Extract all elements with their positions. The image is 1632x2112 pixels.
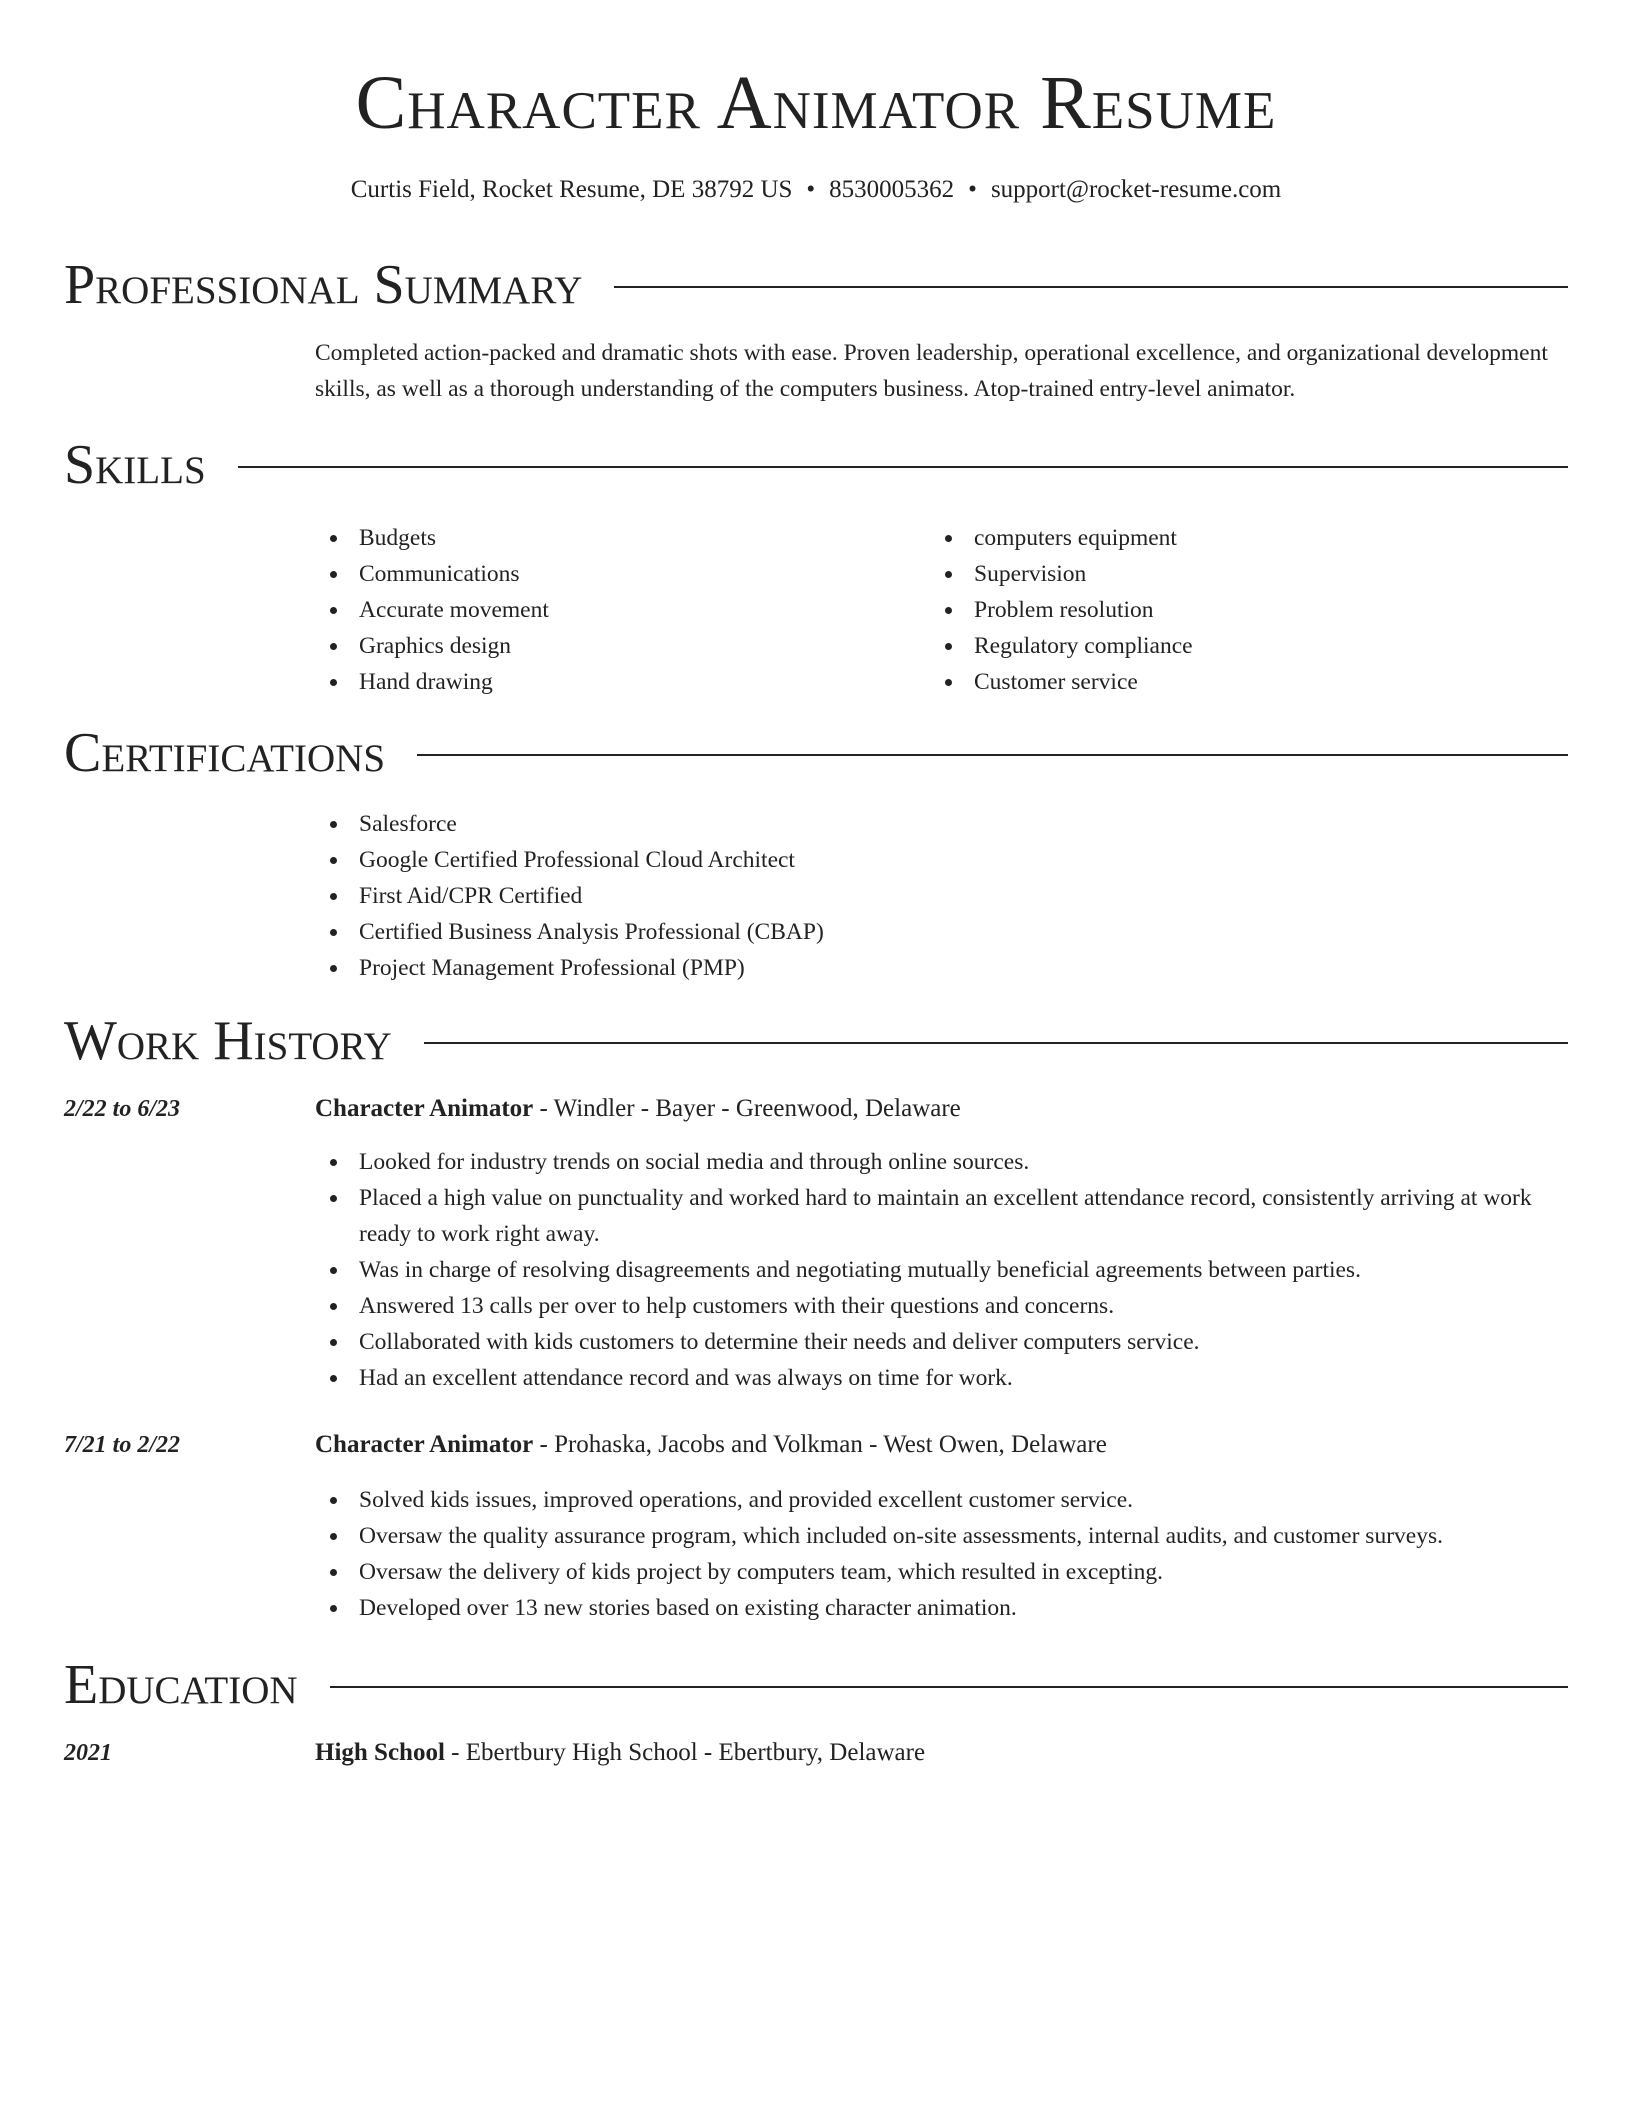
education-degree: High School	[315, 1739, 445, 1766]
certification-item: Certified Business Analysis Professional (CBAP)	[315, 914, 1568, 950]
section-divider	[238, 466, 1568, 468]
job-duty-item: Had an excellent attendance record and was always on time for work.	[315, 1360, 1568, 1396]
skill-item: computers equipment	[930, 520, 1530, 556]
skills-section-header	[64, 430, 1568, 500]
education-section-header	[64, 1650, 1568, 1720]
job-employer: - Prohaska, Jacobs and Volkman - West Owen, Delaware	[533, 1431, 1107, 1458]
summary-text: Completed action-packed and dramatic shots with ease. Proven leadership, operational excellence, and organizational development skills, as well as a thorough understanding of the computers business. Atop-trained entry-level animator.	[315, 340, 1548, 402]
certifications-heading: Certifications	[64, 722, 386, 784]
contact-separator: •	[806, 176, 816, 203]
job-duty-item: Answered 13 calls per over to help customers with their questions and concerns.	[315, 1288, 1568, 1324]
contact-email: support@rocket-resume.com	[990, 176, 1282, 203]
job-duties-list	[315, 1144, 1568, 1396]
skill-item: Accurate movement	[315, 592, 915, 628]
job-duty-item: Collaborated with kids customers to determine their needs and deliver computers service.	[315, 1324, 1568, 1360]
section-divider	[614, 286, 1568, 288]
job-duty-item: Placed a high value on punctuality and worked hard to maintain an excellent attendance record, consistently arriving at work ready to work right away.	[315, 1180, 1568, 1252]
contact-address: Curtis Field, Rocket Resume, DE 38792 US	[350, 176, 793, 203]
job-duty-item: Solved kids issues, improved operations, and provided excellent customer service.	[315, 1482, 1568, 1518]
job-employer: - Windler - Bayer - Greenwood, Delaware	[533, 1095, 961, 1122]
job-role: Character Animator	[315, 1095, 534, 1122]
job-duty-item: Was in charge of resolving disagreements and negotiating mutually beneficial agreements between parties.	[315, 1252, 1568, 1288]
work-section-header	[64, 1006, 1568, 1076]
job-duty-item: Oversaw the delivery of kids project by computers team, which resulted in excepting.	[315, 1554, 1568, 1590]
skill-item: Regulatory compliance	[930, 628, 1530, 664]
certifications-section-header	[64, 718, 1568, 788]
summary-heading: Professional Summary	[64, 254, 583, 316]
summary-section-header	[64, 250, 1568, 320]
skill-item: Supervision	[930, 556, 1530, 592]
certification-item: Project Management Professional (PMP)	[315, 950, 1568, 986]
skills-right-column	[930, 520, 1530, 700]
resume-title: Character Animator Resume	[355, 61, 1277, 145]
skill-item: Budgets	[315, 520, 915, 556]
skills-heading: Skills	[64, 434, 206, 496]
job-duty-item: Developed over 13 new stories based on existing character animation.	[315, 1590, 1568, 1626]
work-heading: Work History	[64, 1010, 392, 1072]
skill-item: Graphics design	[315, 628, 915, 664]
skill-item: Hand drawing	[315, 664, 915, 700]
skill-item: Communications	[315, 556, 915, 592]
certifications-list	[315, 806, 1568, 986]
education-line	[315, 1735, 1565, 1771]
skills-left-column	[315, 520, 915, 700]
section-divider	[424, 1042, 1568, 1044]
contact-separator: •	[968, 176, 977, 203]
job-title-line	[315, 1091, 1565, 1127]
job-dates: 7/21 to 2/22	[64, 1432, 181, 1458]
skill-item: Problem resolution	[930, 592, 1530, 628]
certification-item: First Aid/CPR Certified	[315, 878, 1568, 914]
education-heading: Education	[64, 1654, 298, 1716]
job-duties-list	[315, 1482, 1568, 1626]
education-school: - Ebertbury High School - Ebertbury, Delaware	[444, 1739, 926, 1766]
contact-phone: 8530005362	[829, 176, 955, 203]
certification-item: Salesforce	[315, 806, 1568, 842]
section-divider	[330, 1686, 1568, 1688]
job-dates: 2/22 to 6/23	[64, 1096, 181, 1122]
section-divider	[417, 754, 1568, 756]
job-title-line	[315, 1427, 1565, 1463]
job-role: Character Animator	[315, 1431, 534, 1458]
certification-item: Google Certified Professional Cloud Architect	[315, 842, 1568, 878]
job-duty-item: Looked for industry trends on social media and through online sources.	[315, 1144, 1568, 1180]
job-duty-item: Oversaw the quality assurance program, which included on-site assessments, internal audits, and customer surveys.	[315, 1518, 1568, 1554]
skill-item: Customer service	[930, 664, 1530, 700]
contact-line	[0, 174, 1632, 206]
education-year: 2021	[64, 1740, 112, 1766]
